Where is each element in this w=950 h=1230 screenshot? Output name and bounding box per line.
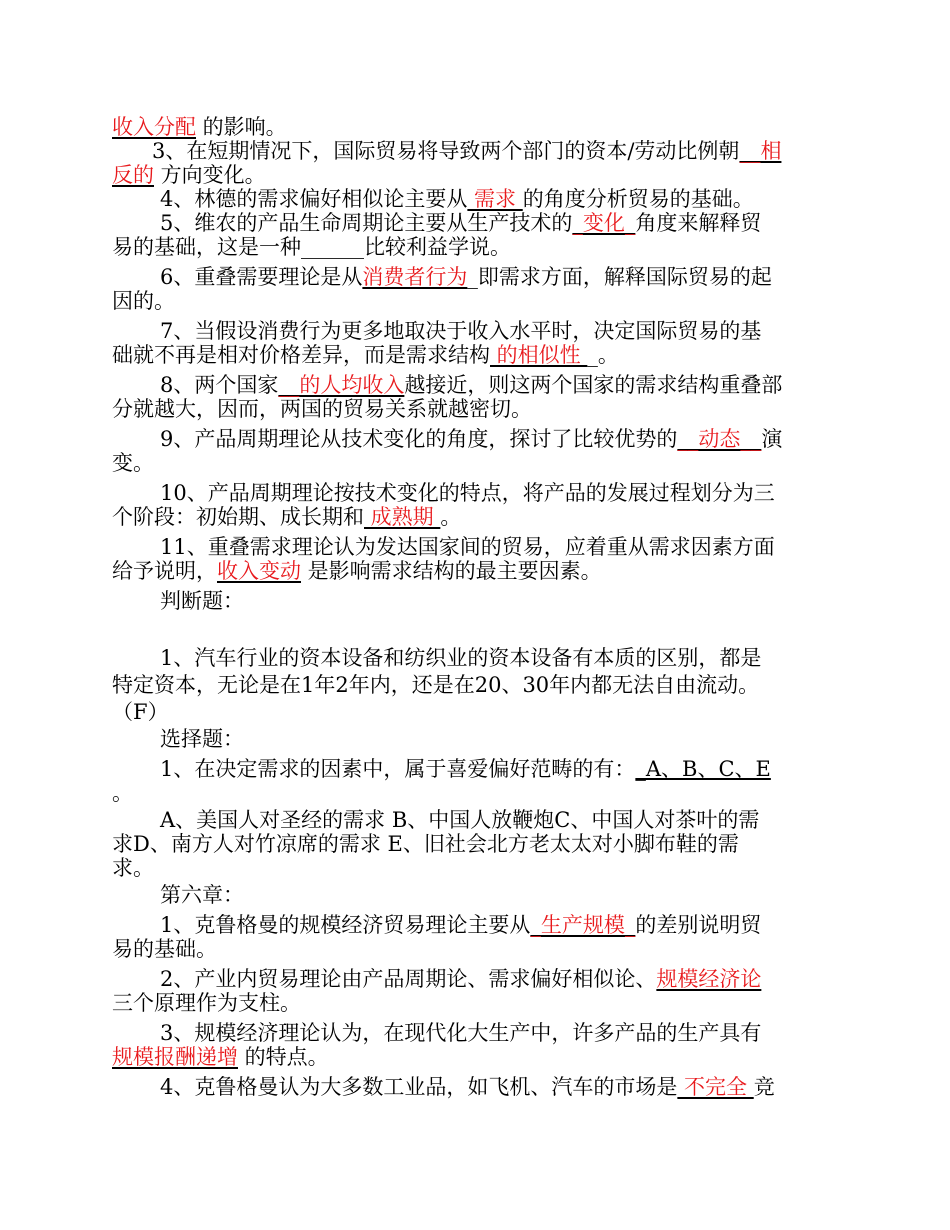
choice-1-options-end: 求。: [112, 856, 154, 880]
answer-text: 消费者行为: [362, 265, 468, 289]
answer-text: 不完全: [677, 1075, 754, 1099]
answer-text: _A、B、C、E: [635, 757, 771, 781]
question-6-cont: 因的。: [112, 289, 175, 313]
question-text: 竞: [753, 1075, 775, 1099]
question-6: [160, 264, 772, 290]
question-text: 1、克鲁格曼的规模经济贸易理论主要从: [160, 913, 531, 937]
question-text: 的特点。: [238, 1045, 329, 1069]
question-text: 4、林德的需求偏好相似论主要从: [160, 187, 468, 211]
question-3: [152, 138, 781, 164]
answer-text: 规模报酬递增: [112, 1045, 238, 1069]
question-text: 是影响需求结构的最主要因素。: [301, 559, 602, 583]
question-text: 给予说明，: [112, 559, 217, 583]
question-7: 7、当假设消费行为更多地取决于收入水平时，决定国际贸易的基: [160, 319, 762, 343]
question-text: _。: [587, 343, 619, 367]
question-text: 1、在决定需求的因素中，属于喜爱偏好范畴的有：: [160, 757, 636, 781]
chapter6-question-4: [160, 1074, 775, 1100]
question-text: 2、产业内贸易理论由产品周期论、需求偏好相似论、: [160, 967, 657, 991]
choice-1-end: 。: [112, 781, 133, 805]
body-text: 的影响。: [196, 115, 287, 139]
chapter6-question-2-cont: 三个原理作为支柱。: [112, 991, 301, 1015]
section-title-choice: 选择题：: [160, 727, 244, 751]
answer-text: 收入分配: [112, 115, 196, 139]
question-text: 5、维农的产品生命周期论主要从生产技术的: [160, 211, 573, 235]
question-text: 8、两个国家: [160, 373, 279, 397]
chapter6-question-1-cont: 易的基础。: [112, 937, 217, 961]
question-text: 的差别说明贸: [635, 913, 762, 937]
answer-text: 需求: [467, 187, 523, 211]
line-income-distribution: [112, 114, 287, 140]
question-text: _即需求方面，解释国际贸易的起: [467, 265, 772, 289]
chapter6-question-1: [160, 912, 761, 938]
choice-1-options-cont: 求D、南方人对竹凉席的需求 E、旧社会北方老太太对小脚布鞋的需: [112, 832, 739, 856]
answer-text: _生产规模_: [530, 913, 636, 937]
question-10-cont: [112, 504, 461, 530]
judgement-1: 1、汽车行业的资本设备和纺织业的资本设备有本质的区别，都是: [160, 646, 762, 670]
question-text: 方向变化。: [154, 163, 266, 187]
answer-text: 规模经济论: [656, 967, 762, 991]
answer-text: __动态__: [677, 427, 762, 451]
judgement-1-cont: 特定资本，无论是在1年2年内，还是在20、30年内都无法自由流动。: [112, 673, 760, 697]
question-text: 6、重叠需要理论是从: [160, 265, 363, 289]
question-text: 的角度分析贸易的基础。: [522, 187, 754, 211]
section-title-judgement: 判断题：: [160, 589, 244, 613]
question-text: 演: [761, 427, 783, 451]
question-text: 越接近，则这两个国家的需求结构重叠部: [404, 373, 783, 397]
question-text: 4、克鲁格曼认为大多数工业品，如飞机、汽车的市场是: [160, 1075, 678, 1099]
question-8: [160, 372, 782, 398]
judgement-1-answer: （F）: [112, 700, 169, 724]
answer-text: __的人均收入: [278, 373, 405, 397]
choice-1: [160, 756, 771, 782]
answer-text: _变化_: [572, 211, 636, 235]
question-text: 。: [440, 505, 462, 529]
question-9: [160, 426, 782, 452]
question-10: 10、产品周期理论按技术变化的特点，将产品的发展过程划分为三: [160, 481, 775, 505]
question-5-cont: 易的基础，这是一种______比较利益学说。: [112, 235, 511, 259]
question-7-cont: [112, 342, 619, 368]
question-11: 11、重叠需求理论认为发达国家间的贸易，应着重从需求因素方面: [160, 535, 775, 559]
question-11-cont: [112, 558, 602, 584]
section-title-chapter-6: 第六章：: [160, 883, 244, 907]
answer-text: 的相似性: [490, 343, 588, 367]
question-text: 础就不再是相对价格差异，而是需求结构: [112, 343, 490, 367]
choice-1-options: A、美国人对圣经的需求 B、中国人放鞭炮C、中国人对茶叶的需: [160, 808, 760, 832]
question-text: 角度来解释贸: [635, 211, 762, 235]
question-8-cont: 分就越大，因而，两国的贸易关系就越密切。: [112, 397, 532, 421]
chapter6-question-3: 3、规模经济理论认为，在现代化大生产中，许多产品的生产具有: [160, 1021, 762, 1045]
question-5: [160, 210, 761, 236]
question-text: 9、产品周期理论从技术变化的角度，探讨了比较优势的: [160, 427, 678, 451]
question-text: 3、在短期情况下，国际贸易将导致两个部门的资本/劳动比例朝: [152, 139, 740, 163]
answer-text: 成熟期: [364, 505, 441, 529]
answer-text: __相: [739, 139, 782, 163]
question-4: [160, 186, 754, 212]
question-9-cont: 变。: [112, 451, 154, 475]
chapter6-question-3-cont: [112, 1044, 329, 1070]
question-text: 个阶段：初始期、成长期和: [112, 505, 364, 529]
answer-text: 反的: [112, 163, 154, 187]
chapter6-question-2: [160, 966, 761, 992]
answer-text: 收入变动: [217, 559, 301, 583]
question-3-cont: [112, 162, 266, 188]
